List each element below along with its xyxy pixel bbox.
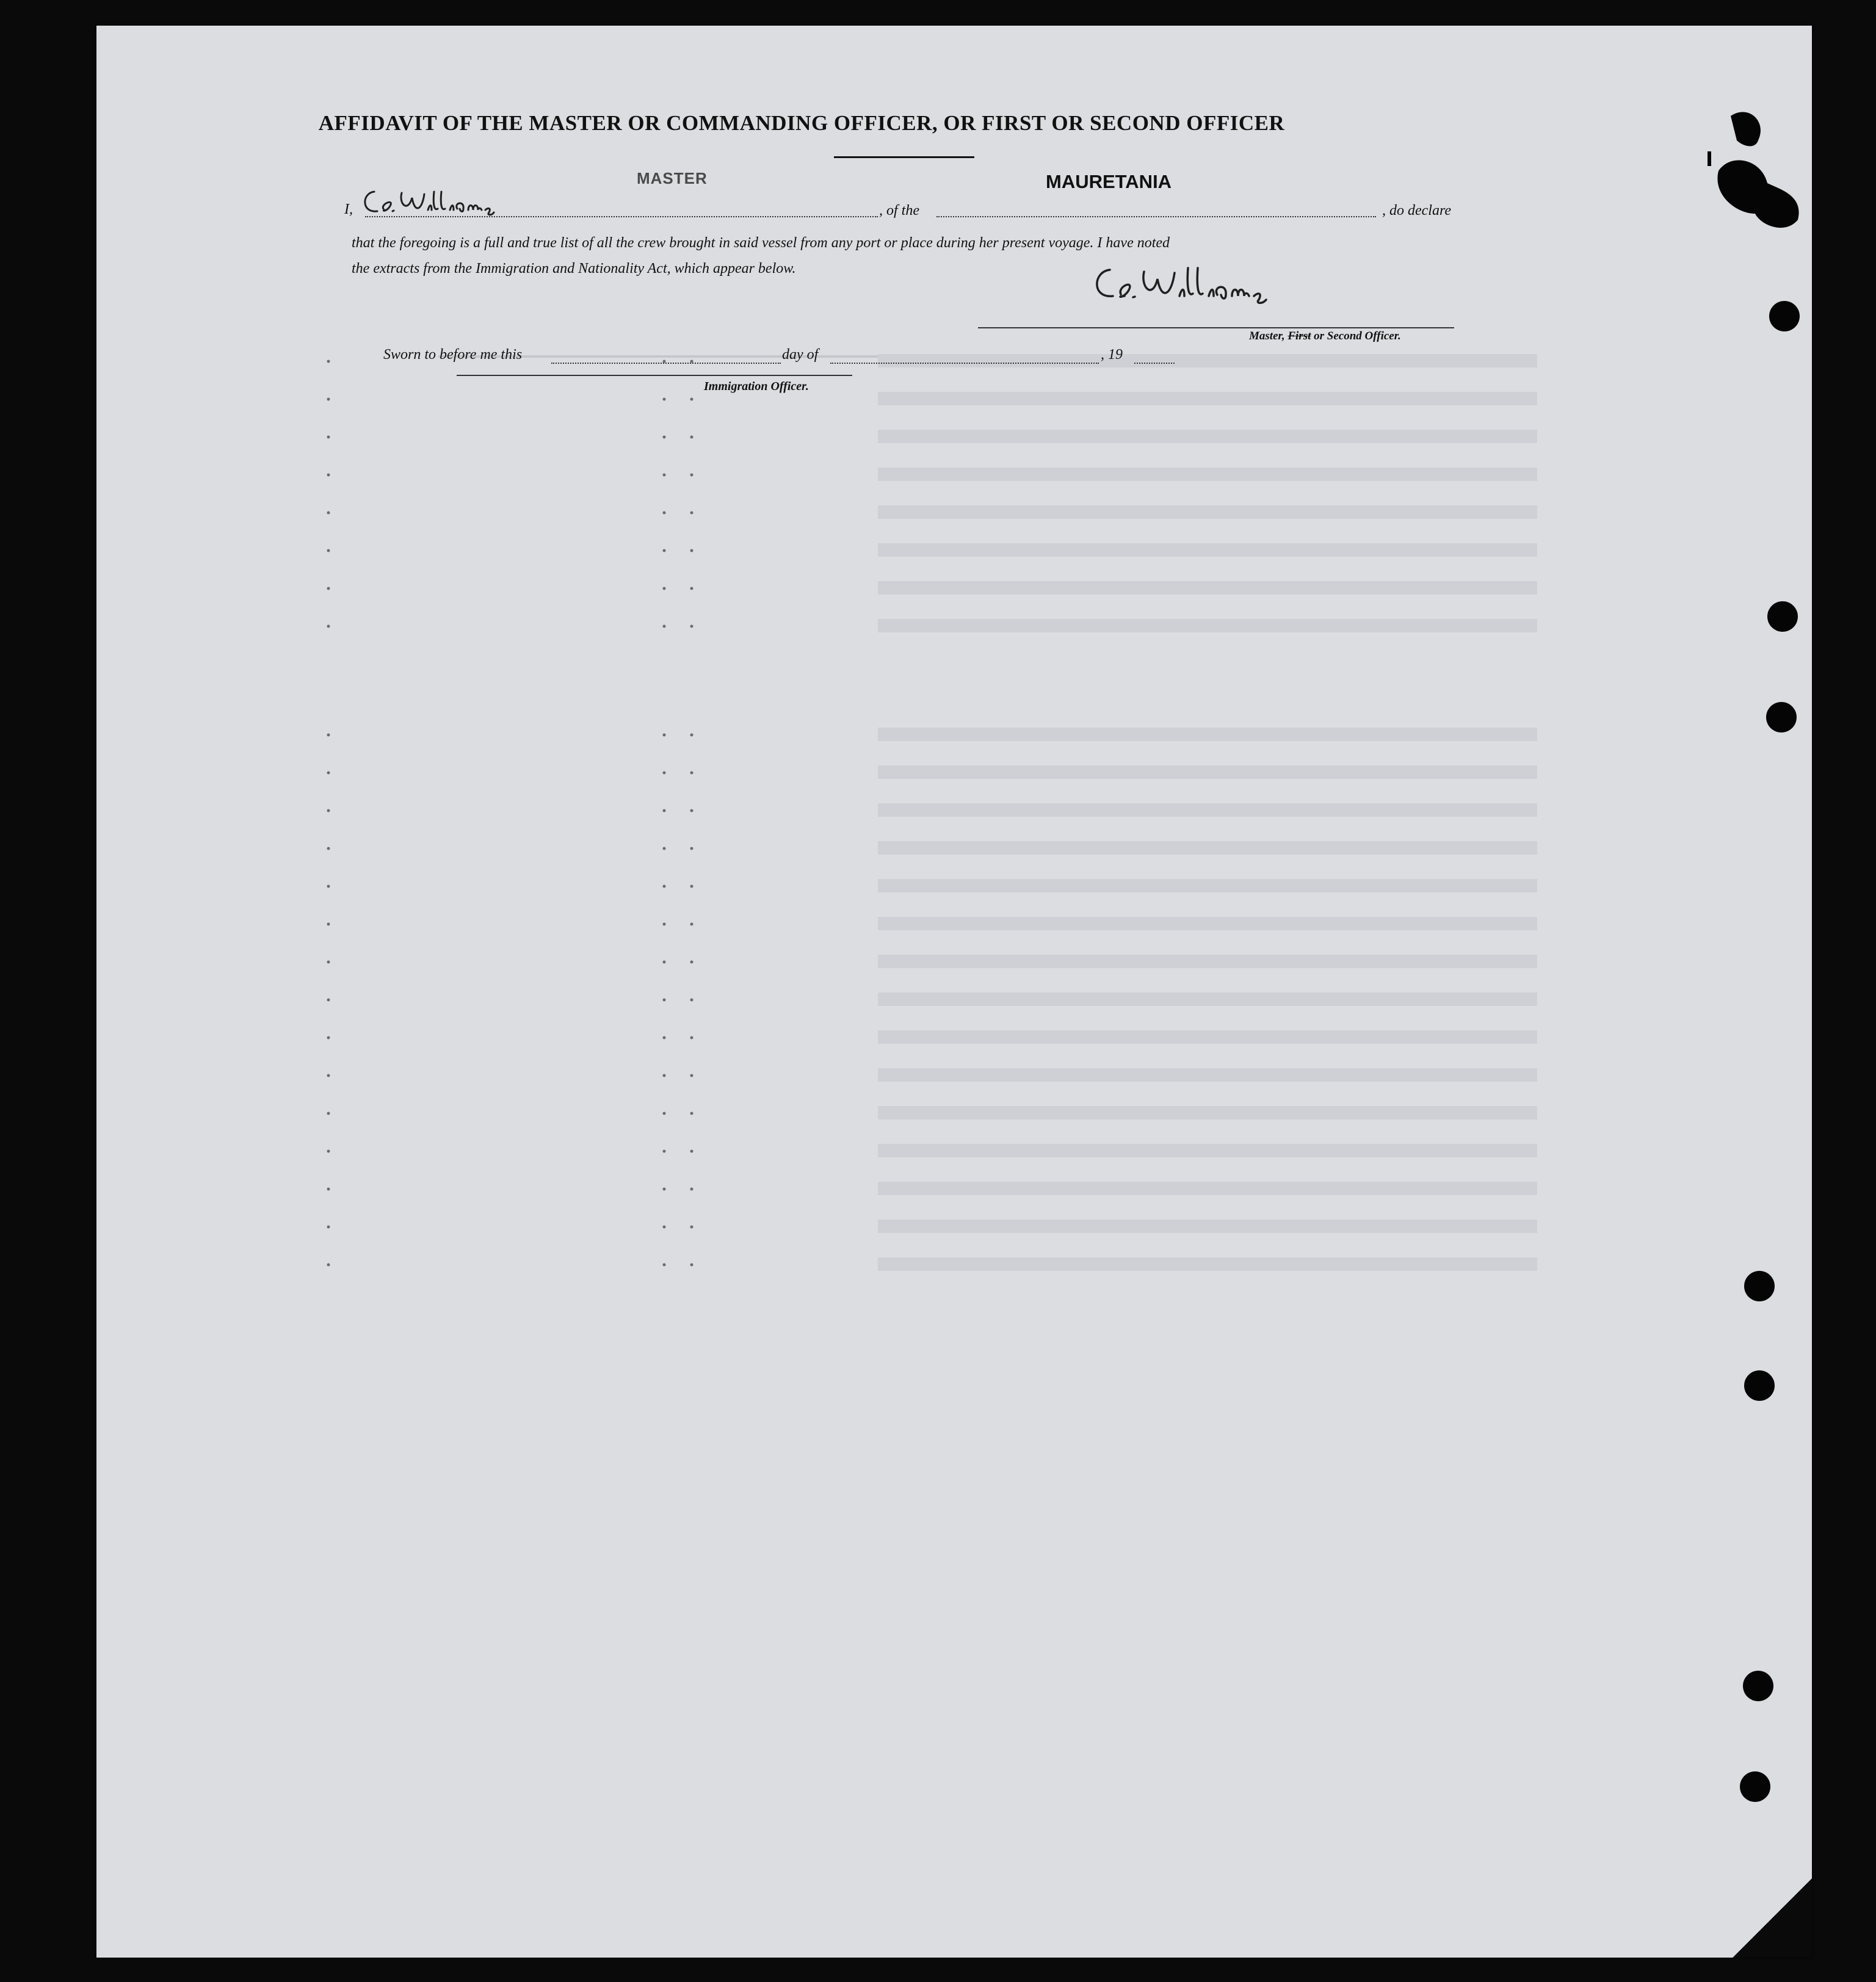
ghost-dot <box>663 587 666 590</box>
ghost-dot <box>327 512 330 515</box>
name-blank-line <box>365 216 878 217</box>
ghost-dot <box>663 999 666 1002</box>
bleed-through-text <box>96 26 1812 1958</box>
ghost-dot <box>327 1226 330 1229</box>
ghost-row-band <box>878 1030 1537 1044</box>
ghost-dot <box>327 360 330 363</box>
ghost-dot <box>690 885 694 888</box>
ghost-dot <box>327 923 330 926</box>
sworn-year-blank <box>1134 363 1175 364</box>
ghost-dot <box>663 436 666 439</box>
punch-hole <box>1740 1771 1770 1802</box>
document-page <box>96 26 1812 1958</box>
ghost-dot <box>690 474 694 477</box>
ghost-dot <box>690 1264 694 1267</box>
do-declare-label: , do declare <box>1382 203 1452 219</box>
ghost-row-band <box>878 879 1537 892</box>
ghost-row-band <box>878 505 1537 519</box>
ghost-row-band <box>878 841 1537 855</box>
ghost-dot <box>663 847 666 850</box>
ghost-dot <box>327 1188 330 1191</box>
ghost-dot <box>327 809 330 812</box>
ghost-dot <box>327 734 330 737</box>
ghost-dot <box>327 1264 330 1267</box>
master-rank-stamp: MASTER <box>637 169 708 187</box>
ghost-dot <box>690 809 694 812</box>
ghost-dot <box>690 1036 694 1040</box>
ghost-dot <box>327 1074 330 1077</box>
affidavit-body-line-2: the extracts from the Immigration and Nationality Act, which appear below. <box>352 261 796 277</box>
ghost-dot <box>690 625 694 628</box>
ghost-row-band <box>878 993 1537 1006</box>
punch-hole <box>1767 601 1798 632</box>
vessel-name: MAURETANIA <box>1046 171 1172 192</box>
ghost-dot <box>663 1264 666 1267</box>
ghost-dot <box>327 961 330 964</box>
ghost-dot <box>663 1074 666 1077</box>
ghost-dot <box>690 1112 694 1115</box>
ghost-row-band <box>878 803 1537 817</box>
sworn-day-blank <box>551 363 781 364</box>
page-corner-fold <box>1733 1878 1812 1958</box>
ghost-dot <box>663 885 666 888</box>
ghost-dot <box>690 847 694 850</box>
vessel-blank-line <box>936 216 1376 217</box>
ghost-dot <box>663 1036 666 1040</box>
ghost-dot <box>690 734 694 737</box>
ghost-dot <box>327 1150 330 1153</box>
ghost-dot <box>690 549 694 552</box>
ghost-dot <box>690 961 694 964</box>
ghost-dot <box>327 625 330 628</box>
ghost-dot <box>690 1074 694 1077</box>
vessel-underline <box>834 156 974 158</box>
punch-hole <box>1743 1671 1773 1701</box>
ghost-dot <box>663 512 666 515</box>
punch-hole <box>1769 301 1800 331</box>
sworn-month-blank <box>830 363 1099 364</box>
ghost-dot <box>690 1150 694 1153</box>
punch-hole <box>1744 1271 1775 1301</box>
sworn-label: Sworn to before me this <box>383 347 523 363</box>
ghost-dot <box>690 999 694 1002</box>
ghost-dot <box>690 1188 694 1191</box>
ghost-dot <box>663 474 666 477</box>
ghost-row-band <box>878 581 1537 595</box>
ghost-dot <box>663 549 666 552</box>
ghost-dot <box>327 436 330 439</box>
ghost-row-band <box>878 619 1537 632</box>
ghost-dot <box>690 436 694 439</box>
ghost-row-band <box>878 1220 1537 1233</box>
ghost-dot <box>690 587 694 590</box>
struck-first: First <box>1287 330 1311 342</box>
ghost-dot <box>663 1188 666 1191</box>
ghost-dot <box>327 549 330 552</box>
ghost-dot <box>690 772 694 775</box>
prefix-i: I, <box>344 201 353 217</box>
ghost-dot <box>663 923 666 926</box>
ghost-dot <box>690 1226 694 1229</box>
ghost-dot <box>663 809 666 812</box>
ghost-row-band <box>878 354 1537 367</box>
ghost-row-band <box>878 468 1537 481</box>
signature-line <box>978 327 1454 328</box>
ghost-row-band <box>878 917 1537 930</box>
ghost-row-band <box>878 1144 1537 1157</box>
ink-blot <box>1706 98 1816 238</box>
affidavit-body-line-1: that the foregoing is a full and true list of all the crew brought in said vessel from any port or place during her present voyage. I have noted <box>352 235 1170 251</box>
ghost-row-band <box>878 955 1537 968</box>
day-of-label: day of <box>782 347 819 363</box>
ghost-dot <box>690 512 694 515</box>
ghost-row-band <box>878 1182 1537 1195</box>
ghost-dot <box>663 1112 666 1115</box>
ghost-row-band <box>878 1068 1537 1082</box>
ghost-row-band <box>878 728 1537 741</box>
officer-title: Master, First or Second Officer. <box>1249 330 1401 342</box>
ghost-row-band <box>878 543 1537 557</box>
ghost-dot <box>327 587 330 590</box>
ghost-dot <box>663 1150 666 1153</box>
ghost-dot <box>327 398 330 401</box>
ghost-dot <box>327 772 330 775</box>
ghost-dot <box>663 772 666 775</box>
ghost-dot <box>690 923 694 926</box>
of-the-label: , of the <box>879 203 919 219</box>
punch-hole <box>1744 1370 1775 1401</box>
affidavit-heading: AFFIDAVIT OF THE MASTER OR COMMANDING OFFICER, OR FIRST OR SECOND OFFICER <box>318 111 1285 135</box>
ghost-dot <box>663 398 666 401</box>
ghost-dot <box>663 625 666 628</box>
ghost-dot <box>663 961 666 964</box>
ghost-dot <box>690 398 694 401</box>
ghost-dot <box>327 1112 330 1115</box>
ghost-row-band <box>878 392 1537 405</box>
ghost-row-band <box>878 1257 1537 1271</box>
punch-hole <box>1766 702 1797 732</box>
master-signature <box>1085 261 1342 316</box>
immigration-officer-label: Immigration Officer. <box>704 380 809 393</box>
ghost-row-band <box>878 430 1537 443</box>
ghost-dot <box>663 734 666 737</box>
ghost-dot <box>327 1036 330 1040</box>
ghost-dot <box>327 999 330 1002</box>
immigration-officer-line <box>457 375 852 376</box>
ghost-dot <box>327 885 330 888</box>
ghost-row-band <box>878 1106 1537 1119</box>
ghost-dot <box>663 1226 666 1229</box>
ghost-row-band <box>878 765 1537 779</box>
ghost-dot <box>327 474 330 477</box>
ghost-dot <box>327 847 330 850</box>
year-label: , 19 <box>1101 347 1123 363</box>
